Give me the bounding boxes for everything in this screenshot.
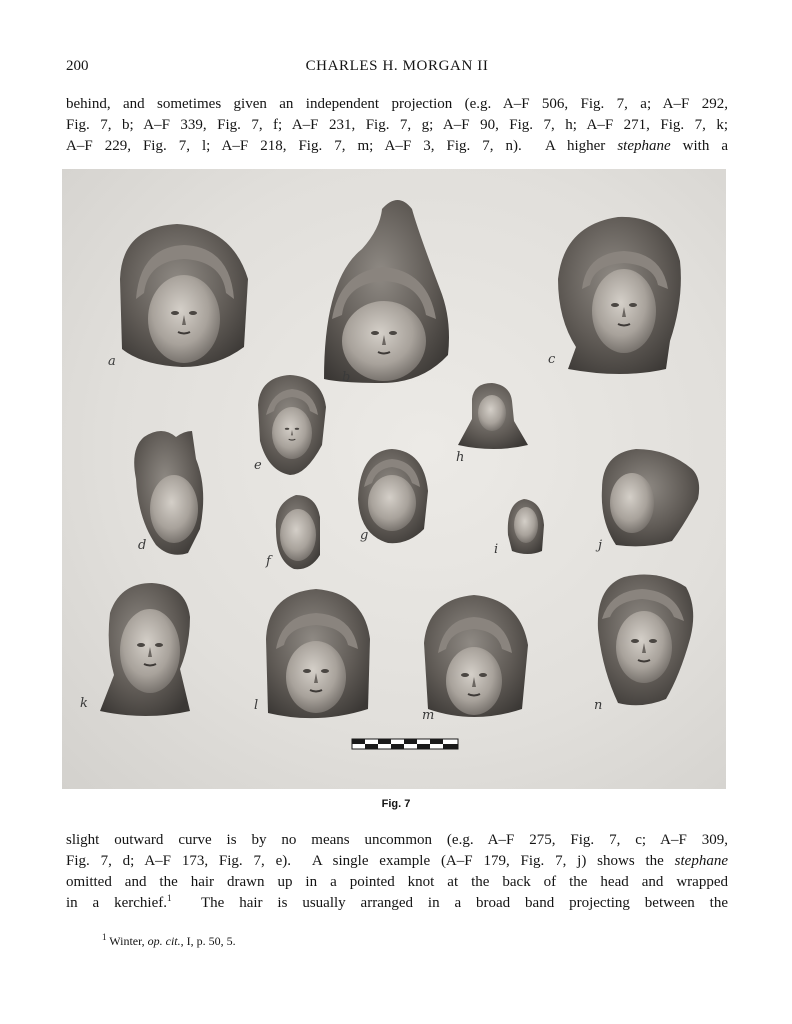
label-j: j bbox=[598, 538, 603, 553]
label-k: k bbox=[80, 696, 88, 711]
label-b: b bbox=[342, 370, 351, 385]
label-n: n bbox=[594, 698, 603, 713]
text-run: Fig. 7, d; A–F 173, Fig. 7, e). A single example (A–F 179, Fig. 7, j) shows the bbox=[66, 853, 675, 869]
label-e: e bbox=[254, 458, 262, 473]
running-head: CHARLES H. MORGAN II bbox=[305, 58, 489, 74]
label-a: a bbox=[108, 354, 116, 369]
footnote-citation: op. cit. bbox=[147, 934, 181, 948]
footnote-text: Winter, bbox=[106, 934, 148, 948]
fragment-n bbox=[598, 575, 693, 706]
label-g: g bbox=[360, 528, 369, 543]
fragment-a bbox=[120, 224, 248, 367]
terracotta-heads-photo bbox=[62, 169, 726, 789]
text-run: A–F 229, Fig. 7, l; A–F 218, Fig. 7, m; A–F 3, Fig. 7, n). A higher bbox=[66, 138, 618, 154]
footnote-reference[interactable]: 1 bbox=[167, 893, 172, 903]
fragment-h bbox=[458, 383, 528, 449]
text-line bbox=[66, 851, 728, 872]
fragment-k bbox=[100, 583, 190, 716]
text-run: slight outward curve is by no means uncommon (e.g. A–F 275, Fig. 7, c; A–F 309, bbox=[66, 832, 728, 848]
fragment-b bbox=[324, 200, 449, 383]
scale-bar bbox=[352, 739, 458, 749]
fragment-j bbox=[602, 449, 699, 546]
figure-caption: Fig. 7 bbox=[381, 798, 411, 810]
figure-photograph bbox=[62, 169, 726, 789]
italic-term: stephane bbox=[617, 138, 671, 154]
text-run: The hair is usually arranged in a broad band projecting between the bbox=[171, 895, 728, 911]
text-run: with a bbox=[670, 138, 729, 154]
body-paragraph-top bbox=[66, 94, 728, 157]
body-paragraph-bottom bbox=[66, 830, 728, 914]
fragment-i bbox=[508, 499, 544, 554]
text-line bbox=[66, 94, 728, 115]
text-line bbox=[66, 136, 728, 157]
label-f: f bbox=[266, 554, 271, 569]
fragment-e bbox=[258, 375, 326, 475]
fragment-m bbox=[424, 595, 528, 717]
footnote bbox=[102, 934, 236, 949]
page-header bbox=[66, 58, 728, 80]
text-line bbox=[66, 115, 728, 136]
label-l: l bbox=[254, 698, 259, 713]
footnote-text: , I, p. 50, 5. bbox=[180, 934, 236, 948]
footnote-marker: 1 bbox=[102, 932, 107, 942]
text-line bbox=[66, 893, 728, 914]
text-run: behind, and sometimes given an independent projection (e.g. A–F 506, Fig. 7, a; A–F 292, bbox=[66, 96, 728, 112]
fragment-g bbox=[358, 449, 428, 543]
text-run: in a kerchief. bbox=[66, 895, 167, 911]
fragment-d bbox=[134, 431, 203, 555]
label-c: c bbox=[548, 352, 556, 367]
text-run: Fig. 7, b; A–F 339, Fig. 7, f; A–F 231, Fig. 7, g; A–F 90, Fig. 7, h; A–F 271, Fig. 7, k; bbox=[66, 117, 728, 133]
label-i: i bbox=[494, 542, 499, 557]
fragment-c bbox=[558, 217, 681, 374]
page-number: 200 bbox=[66, 58, 89, 74]
text-run: omitted and the hair drawn up in a pointed knot at the back of the head and wrapped bbox=[66, 874, 728, 890]
label-h: h bbox=[456, 450, 465, 465]
label-d: d bbox=[138, 538, 147, 553]
fragment-l bbox=[266, 589, 370, 718]
fragment-f bbox=[276, 495, 320, 569]
text-line bbox=[66, 872, 728, 893]
italic-term: stephane bbox=[674, 853, 728, 869]
text-line bbox=[66, 830, 728, 851]
label-m: m bbox=[422, 708, 435, 723]
